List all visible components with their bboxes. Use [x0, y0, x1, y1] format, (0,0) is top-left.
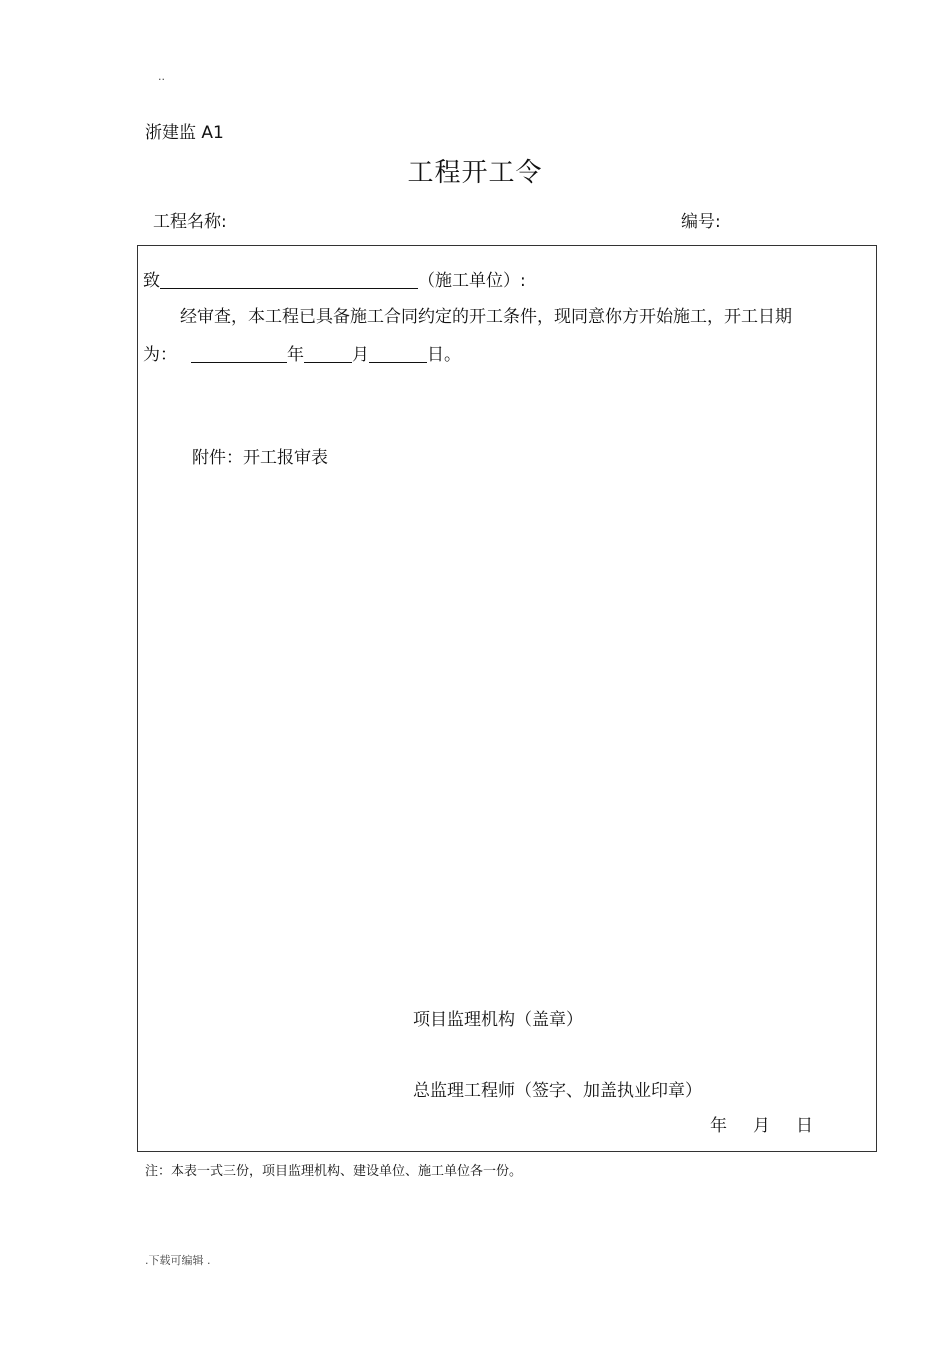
- sign-year: 年: [710, 1116, 727, 1136]
- recipient-line: [143, 266, 526, 291]
- document-title: 工程开工令: [407, 158, 543, 188]
- footnote: 注：本表一式三份，项目监理机构、建设单位、施工单位各一份。: [145, 1164, 523, 1179]
- year-char: 年: [287, 345, 304, 365]
- form-code: 浙建监 A1: [145, 123, 224, 143]
- month-char: 月: [352, 345, 369, 365]
- month-blank[interactable]: [304, 344, 352, 363]
- header-mark: ..: [158, 70, 165, 83]
- page-footer: .下载可编辑 .: [145, 1254, 211, 1267]
- contractor-blank[interactable]: [160, 270, 418, 289]
- attachment-line: 附件：开工报审表: [192, 448, 328, 468]
- sign-month: 月: [753, 1116, 770, 1136]
- day-char: 日。: [427, 345, 461, 365]
- day-blank[interactable]: [369, 344, 427, 363]
- year-blank[interactable]: [191, 344, 287, 363]
- start-date-line: [143, 340, 461, 365]
- supervision-org-seal: 项目监理机构（盖章）: [413, 1010, 583, 1030]
- project-name-label: 工程名称:: [153, 212, 227, 232]
- to-suffix: （施工单位）:: [418, 271, 526, 291]
- approval-text-line1: 经审查，本工程已具备施工合同约定的开工条件，现同意你方开始施工，开工日期: [180, 307, 792, 327]
- number-label: 编号:: [681, 212, 721, 232]
- chief-engineer-signature: 总监理工程师（签字、加盖执业印章）: [413, 1081, 702, 1101]
- sign-day: 日: [796, 1116, 813, 1136]
- sign-date: [710, 1111, 839, 1136]
- date-prefix: 为：: [143, 345, 177, 365]
- to-prefix: 致: [143, 271, 160, 291]
